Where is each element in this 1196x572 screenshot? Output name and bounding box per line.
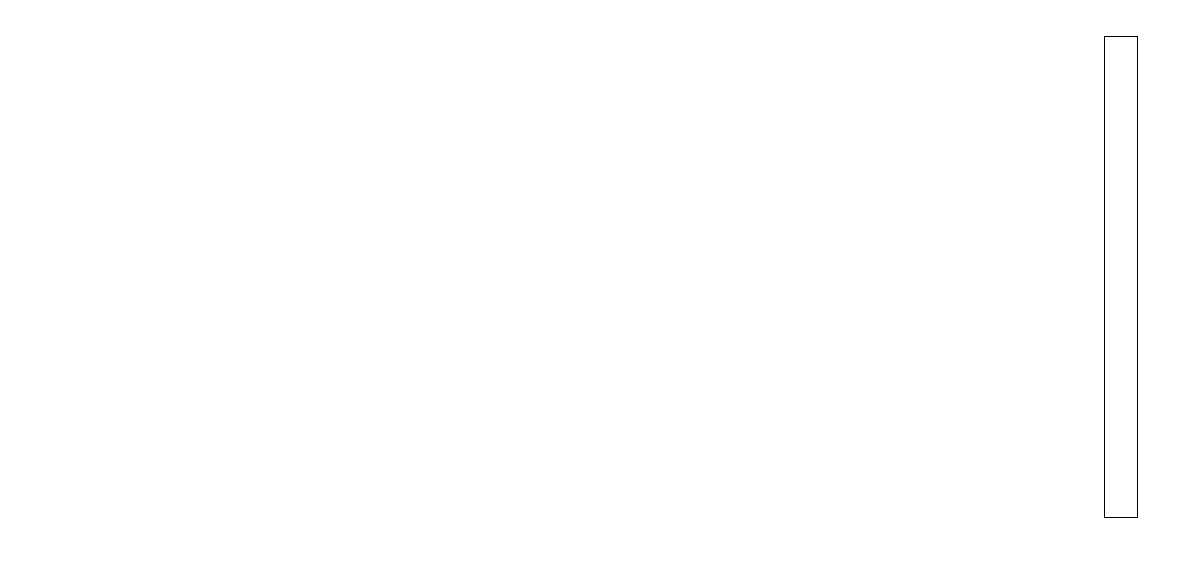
colorbar bbox=[1104, 36, 1138, 518]
